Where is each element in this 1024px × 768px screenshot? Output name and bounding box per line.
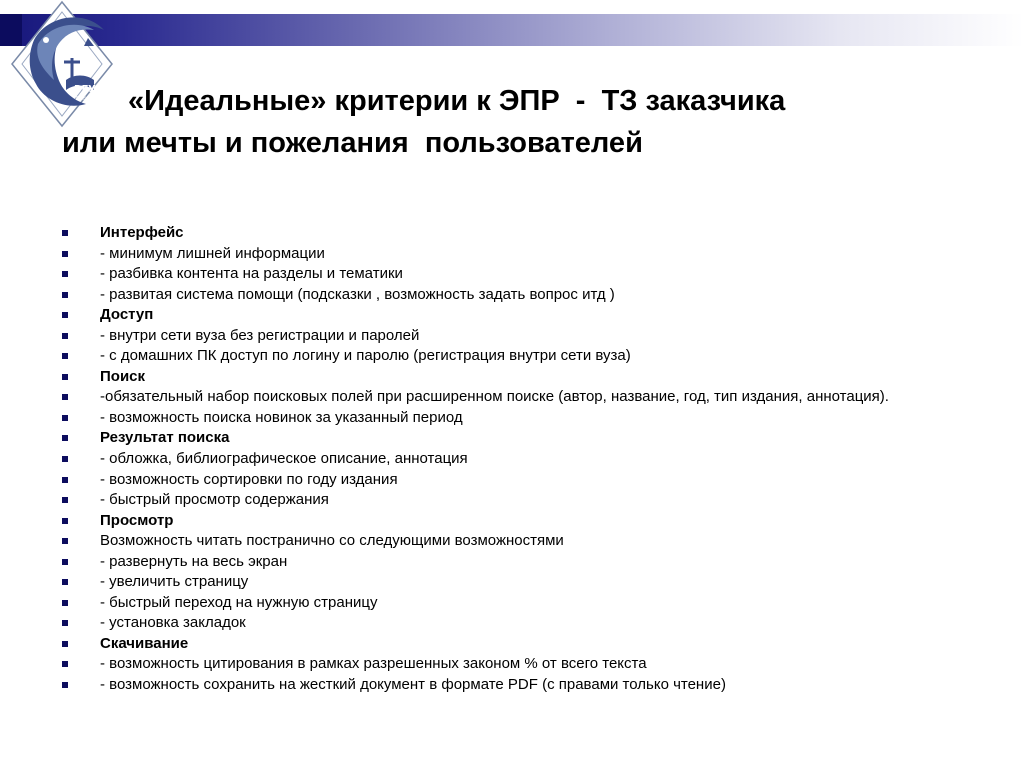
list-item-text: Результат поиска: [100, 429, 230, 447]
list-item-text: Просмотр: [100, 511, 174, 529]
list-item-text: - с домашних ПК доступ по логину и паролю (регистрация внутри сети вуза): [100, 347, 631, 365]
list-item: [58, 655, 958, 672]
list-item: [58, 676, 958, 693]
square-bullet-icon: [62, 394, 68, 400]
square-bullet-icon: [62, 415, 68, 421]
square-bullet-icon: [62, 312, 68, 318]
square-bullet-icon: [62, 333, 68, 339]
square-bullet-icon: [62, 230, 68, 236]
list-item-text: Возможность читать постранично со следующими возможностями: [100, 532, 564, 550]
list-item: [58, 327, 958, 344]
list-item-text: - внутри сети вуза без регистрации и паролей: [100, 326, 420, 344]
header-gradient-bar: [0, 14, 1024, 46]
title-line-1: «Идеальные» критерии к ЭПР - ТЗ заказчика: [128, 85, 786, 117]
list-item: [58, 553, 958, 570]
list-item: [58, 532, 958, 549]
list-item: [58, 388, 958, 405]
list-item-text: - развитая система помощи (подсказки , возможность задать вопрос итд ): [100, 285, 615, 303]
square-bullet-icon: [62, 518, 68, 524]
square-bullet-icon: [62, 600, 68, 606]
logo-text: ВГУЭС: [74, 84, 111, 95]
square-bullet-icon: [62, 251, 68, 257]
list-item-text: Поиск: [100, 367, 146, 385]
square-bullet-icon: [62, 559, 68, 565]
list-item: [58, 245, 958, 262]
list-item-text: - возможность сохранить на жесткий документ в формате PDF (с правами только чтение): [100, 676, 726, 694]
square-bullet-icon: [62, 661, 68, 667]
list-item: [58, 573, 958, 590]
list-item-text: - установка закладок: [100, 614, 246, 632]
list-item: [58, 265, 958, 282]
list-item: [58, 306, 958, 323]
square-bullet-icon: [62, 579, 68, 585]
list-item-text: - быстрый просмотр содержания: [100, 491, 329, 509]
list-item-text: - возможность сортировки по году издания: [100, 470, 398, 488]
list-item-text: - возможность цитирования в рамках разрешенных законом % от всего текста: [100, 655, 647, 673]
list-item: [58, 614, 958, 631]
square-bullet-icon: [62, 497, 68, 503]
list-item: [58, 429, 958, 446]
list-item-text: Интерфейс: [100, 224, 184, 241]
list-item: [58, 594, 958, 611]
square-bullet-icon: [62, 353, 68, 359]
list-item: [58, 471, 958, 488]
list-item-text: -обязательный набор поисковых полей при расширенном поиске (автор, название, год, тип издания, аннотация).: [100, 388, 889, 406]
list-item: [58, 347, 958, 364]
list-item: [58, 409, 958, 426]
list-item: [58, 635, 958, 652]
list-item-text: - возможность поиска новинок за указанный период: [100, 408, 463, 426]
list-item-text: - обложка, библиографическое описание, аннотация: [100, 450, 468, 468]
slide-title: [62, 80, 982, 164]
list-item-text: - увеличить страницу: [100, 573, 249, 591]
square-bullet-icon: [62, 641, 68, 647]
list-item-text: Доступ: [100, 306, 154, 324]
list-item-text: - разбивка контента на разделы и тематики: [100, 265, 403, 283]
square-bullet-icon: [62, 435, 68, 441]
list-item: [58, 224, 958, 241]
square-bullet-icon: [62, 456, 68, 462]
list-item-text: Скачивание: [100, 634, 189, 652]
square-bullet-icon: [62, 682, 68, 688]
list-item: [58, 286, 958, 303]
criteria-list: [58, 224, 958, 697]
title-line-2: или мечты и пожелания пользователей: [62, 127, 643, 159]
square-bullet-icon: [62, 477, 68, 483]
square-bullet-icon: [62, 292, 68, 298]
list-item: [58, 368, 958, 385]
square-bullet-icon: [62, 271, 68, 277]
list-item: [58, 450, 958, 467]
list-item: [58, 512, 958, 529]
list-item-text: - минимум лишней информации: [100, 244, 325, 262]
square-bullet-icon: [62, 374, 68, 380]
list-item-text: - развернуть на весь экран: [100, 552, 288, 570]
list-item: [58, 491, 958, 508]
logo-subtext: БИБЛИОТЕКА: [76, 96, 112, 102]
square-bullet-icon: [62, 538, 68, 544]
list-item-text: - быстрый переход на нужную страницу: [100, 593, 378, 611]
square-bullet-icon: [62, 620, 68, 626]
